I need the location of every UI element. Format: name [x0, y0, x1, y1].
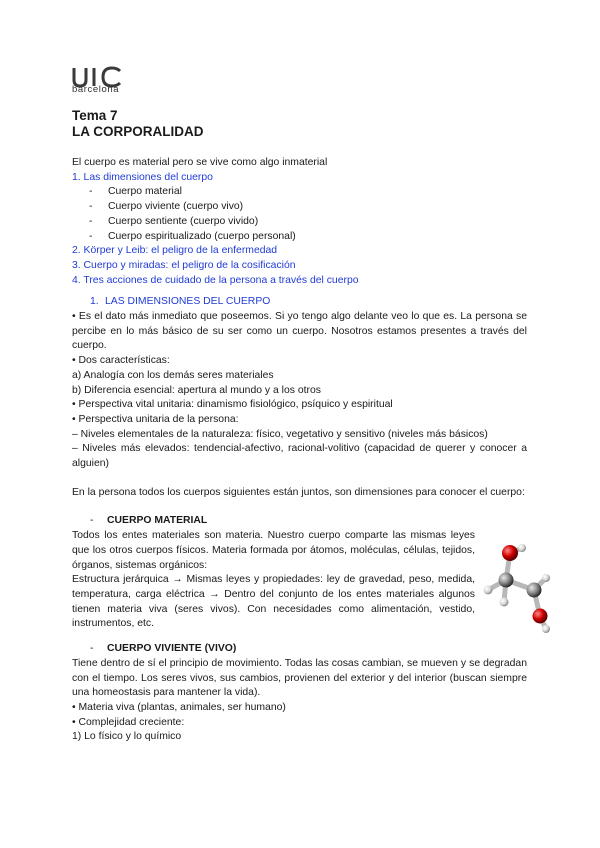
cuerpo-viviente-line: • Materia viva (plantas, animales, ser humano)	[72, 701, 286, 713]
page-title: LA CORPORALIDAD	[72, 124, 204, 139]
section-1-line: • Perspectiva unitaria de la persona:	[72, 413, 239, 425]
molecule-icon	[482, 538, 558, 636]
document-body	[72, 156, 527, 745]
together-paragraph: En la persona todos los cuerpos siguientes están juntos, son dimensiones para conocer el cuerpo:	[72, 486, 525, 498]
tema-label: Tema 7	[72, 108, 118, 123]
cuerpo-viviente-paragraph: Tiene dentro de sí el principio de movimiento. Todas las cosas cambian, se mueven y se degradan con el tiempo. Los seres vivos, sus cambios, provienen del exterior y del interior (buscan siempre una homeostasis para mantener la vida).	[72, 657, 527, 699]
section-1-paragraph: • Es el dato más inmediato que poseemos. Si yo tengo algo delante veo lo que es. La persona se percibe en lo más básico de su ser como un cuerpo. Nosotros estamos presentes a través del cuerpo.	[72, 311, 527, 352]
section-1-line: • Perspectiva vital unitaria: dinamismo fisiológico, psíquico y espiritual	[72, 399, 393, 411]
toc-subitem: - Cuerpo sentiente (cuerpo vivido)	[89, 215, 259, 227]
cuerpo-material-heading: - CUERPO MATERIAL	[90, 515, 208, 527]
cuerpo-viviente-heading: - CUERPO VIVIENTE (VIVO)	[90, 643, 237, 655]
toc-subitem: - Cuerpo viviente (cuerpo vivo)	[89, 201, 244, 213]
toc-item-2[interactable]: 2. Körper y Leib: el peligro de la enfermedad	[72, 245, 278, 257]
section-1-line: – Niveles más elevados: tendencial-afectivo, racional-volitivo (capacidad de querer y conocer a alguien)	[72, 443, 527, 470]
toc-item-1[interactable]: 1. Las dimensiones del cuerpo	[72, 171, 213, 183]
toc-subitem: - Cuerpo espiritualizado (cuerpo personal)	[89, 230, 296, 242]
document-title	[72, 108, 204, 140]
cuerpo-viviente-line: 1) Lo físico y lo químico	[72, 731, 182, 743]
section-1-line: b) Diferencia esencial: apertura al mundo y a los otros	[72, 384, 321, 396]
section-1-heading: 1. LAS DIMENSIONES DEL CUERPO	[90, 296, 271, 308]
section-1-line: • Dos características:	[72, 355, 170, 367]
cuerpo-material-paragraph-1: Todos los entes materiales son materia. Nuestro cuerpo comparte las mismas leyes que los otros cuerpos físicos. Materia formada por átomos, moléculas, células, tejidos, órganos, sistemas orgánicos:	[72, 530, 475, 571]
cuerpo-viviente-line: • Complejidad creciente:	[72, 716, 185, 728]
toc-item-4[interactable]: 4. Tres acciones de cuidado de la persona a través del cuerpo	[72, 274, 359, 286]
toc-item-3[interactable]: 3. Cuerpo y miradas: el peligro de la cosificación	[72, 259, 296, 271]
section-1-line: – Niveles elementales de la naturaleza: físico, vegetativo y sensitivo (niveles más básicos)	[72, 428, 488, 440]
logo-subtitle: barcelona	[72, 84, 120, 95]
cuerpo-material-paragraph-2: Estructura jerárquica → Mismas leyes y propiedades: ley de gravedad, peso, medida, temperatura, carga eléctrica → Dentro del conjunto de los entes materiales algunos tienen materia viva (seres vivos). Con necesidades como alimentación, vestido, instrumentos, etc.	[72, 574, 475, 630]
section-1-line: a) Analogía con los demás seres materiales	[72, 369, 274, 381]
intro-line: El cuerpo es material pero se vive como algo inmaterial	[72, 157, 328, 168]
toc-subitem: - Cuerpo material	[89, 186, 182, 198]
